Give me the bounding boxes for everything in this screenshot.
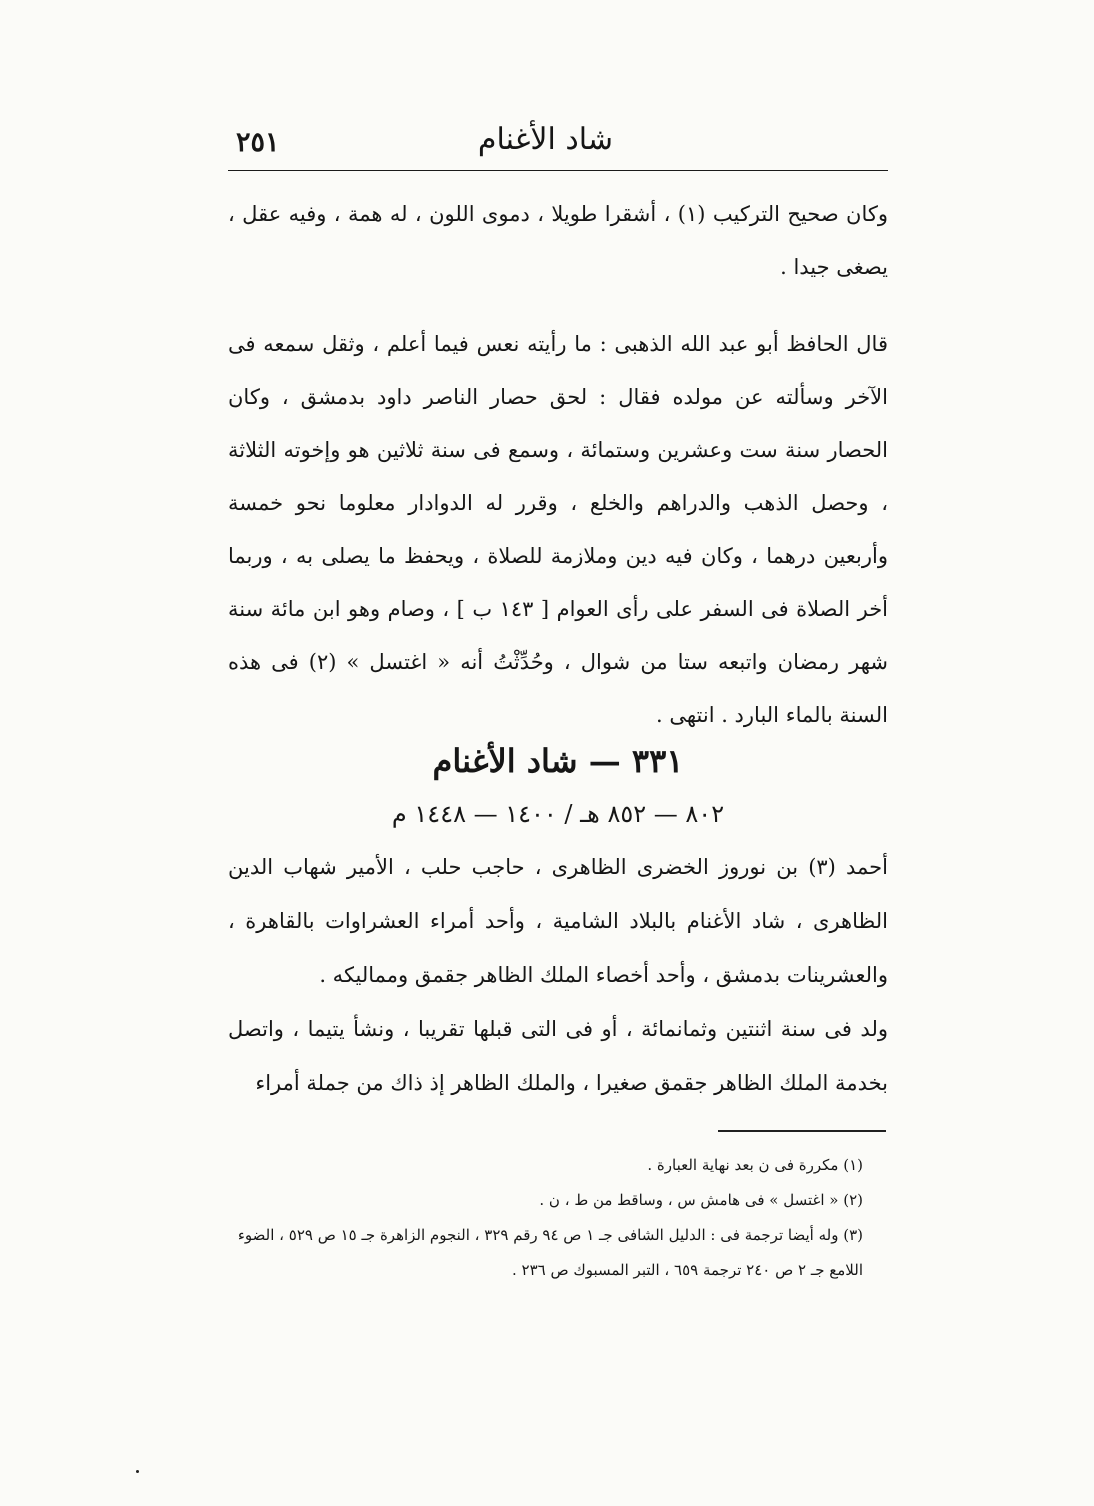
footnote-rule [718,1130,886,1132]
footnote: (١) مكررة فى ن بعد نهاية العبارة . [647,1156,863,1174]
ink-speck [136,1470,139,1473]
entry-paragraph: ولد فى سنة اثنتين وثمانمائة ، أو فى التى قبلها تقريبا ، ونشأ يتيما ، واتصل بخدمة الملك الظاهر جقمق صغيرا ، والملك الظاهر إذ ذاك من جملة أمراء [228,1017,888,1095]
page-header [228,112,888,164]
body-paragraph: قال الحافظ أبو عبد الله الذهبى : ما رأيته نعس فيما أعلم ، وثقل سمعه فى الآخر وسألته عن مولده فقال : لحق حصار الناصر داود بدمشق ، وكان الحصار سنة ست وعشرين وستمائة ، وسمع فى سنة ثلاثين هو وإخوته الثلاثة ، وحصل الذهب والدراهم والخلع ، وقرر له الدوادار معلوما نحو خمسة وأربعين درهما ، وكان فيه دين وملازمة للصلاة ، ويحفظ ما يصلى به ، وربما أخر الصلاة فى السفر على رأى العوام [ ١٤٣ ب ] ، وصام وهو ابن مائة سنة شهر رمضان واتبعه ستا من شوال ، وحُدِّثْتُ أنه « اغتسل » (٢) فى هذه السنة بالماء البارد . انتهى . [228,332,889,727]
entry-title: ٣٣١ — شاد الأغنام [432,742,684,780]
footnote: (٢) « اغتسل » فى هامش س ، وساقط من ط ، ن . [539,1191,863,1209]
continued-entry [228,188,888,742]
page-number: ٢٥١ [236,127,280,158]
footnote: (٣) وله أيضا ترجمة فى : الدليل الشافى جـ ١ ص ٩٤ رقم ٣٢٩ ، النجوم الزاهرة جـ ١٥ ص ٥٢٩ ، الضوء اللامع جـ ٢ ص ٢٤٠ ترجمة ٦٥٩ ، التبر المسبوك ص ٢٣٦ . [237,1226,863,1279]
running-title: شاد الأغنام [477,122,613,157]
entry-paragraph: أحمد (٣) بن نوروز الخضرى الظاهرى ، حاجب حلب ، الأمير شهاب الدين الظاهرى ، شاد الأغنام بالبلاد الشامية ، وأحد أمراء العشراوات بالقاهرة ، والعشرينات بدمشق ، وأحد أخصاء الملك الظاهر جقمق ومماليكه . [228,855,888,987]
entry-heading [228,736,888,834]
footnotes [228,1148,888,1288]
header-rule [228,170,888,171]
entry-body [228,840,888,1110]
entry-dates: ٨٠٢ — ٨٥٢ هـ / ١٤٠٠ — ١٤٤٨ م [391,800,725,828]
body-paragraph: وكان صحيح التركيب (١) ، أشقرا طويلا ، دموى اللون ، له همة ، وفيه عقل ، يصغى جيدا . [228,202,889,279]
